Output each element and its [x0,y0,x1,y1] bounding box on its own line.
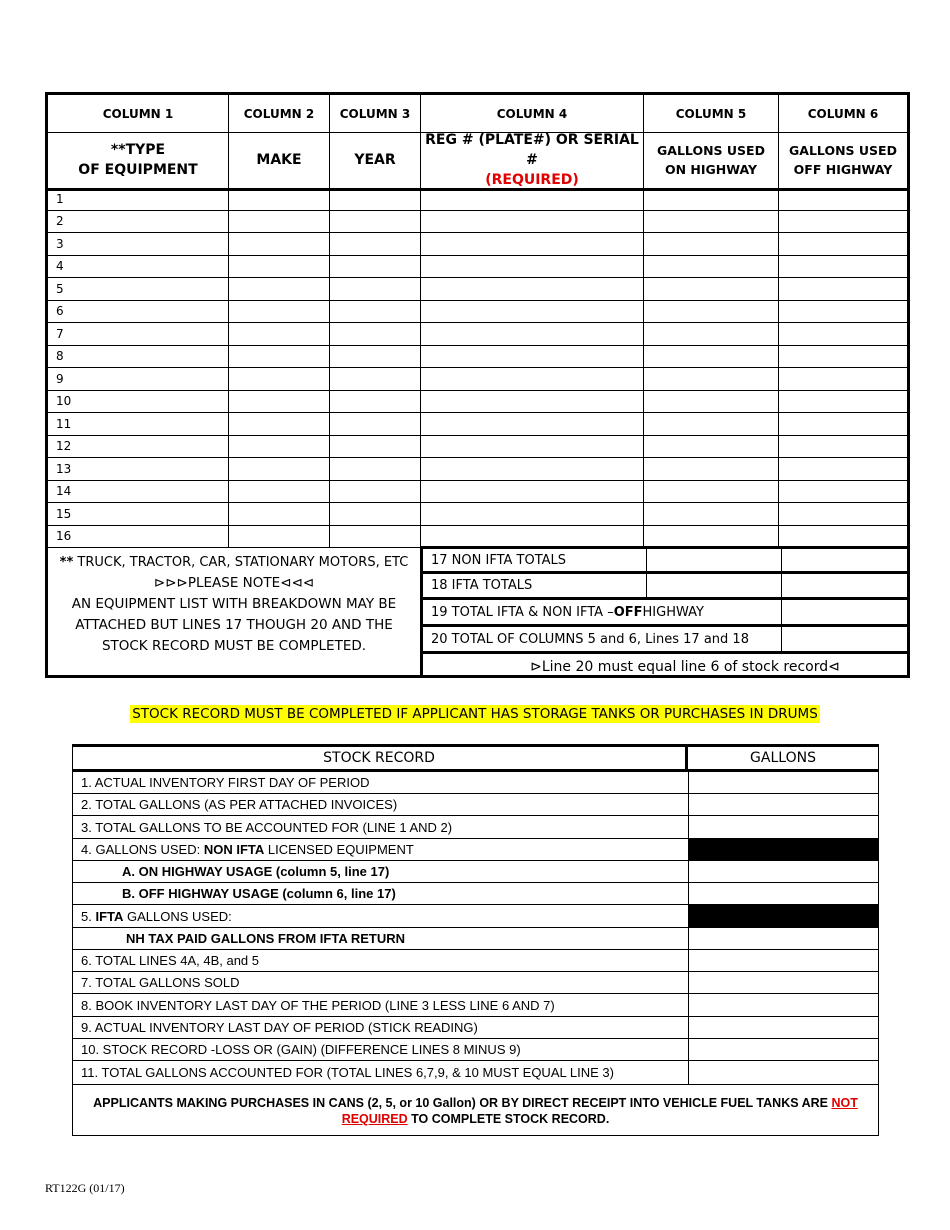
stock-line-4b [73,883,878,905]
stock-line-7-input[interactable] [688,972,878,993]
row-5-type-cell[interactable] [48,278,228,301]
stock-line-5-a: 5. [81,908,92,924]
line-17-col6-input[interactable] [781,549,907,571]
row-3-make-cell[interactable] [228,233,329,256]
type-of-equipment-label [48,132,228,188]
line-19-row [423,600,907,627]
gallons-title: GALLONS [750,750,816,766]
row-4-gallons-on-highway-cell[interactable] [643,256,778,279]
stock-line-4 [73,839,878,861]
stock-line-5 [73,905,878,928]
line-17-label: 17 NON IFTA TOTALS [431,552,567,568]
column-3-header: COLUMN 3 [329,95,420,132]
row-number: 3 [56,236,64,251]
stock-line-9-input[interactable] [688,1017,878,1038]
row-10-year-cell[interactable] [329,391,420,414]
stock-line-4a-label: A. ON HIGHWAY USAGE (column 5, line 17) [122,864,390,879]
form-code: RT122G (01/17) [45,1181,125,1195]
row-number: 14 [56,484,72,499]
gallons-off-highway-line1: GALLONS USED [789,143,897,158]
row-4-year-cell[interactable] [329,256,420,279]
equipment-row [48,413,907,436]
equipment-row [48,233,907,256]
stock-line-5-shaded [688,905,878,927]
stock-line-4-c: LICENSED EQUIPMENT [267,842,414,857]
reg-serial-label [420,132,643,188]
row-6-type-cell[interactable] [48,301,228,324]
stock-line-2 [73,794,878,816]
equipment-row [48,436,907,459]
stock-line-7-label: 7. TOTAL GALLONS SOLD [81,975,240,990]
stock-line-4a-input[interactable] [688,861,878,882]
row-2-gallons-on-highway-cell[interactable] [643,211,778,234]
please-note-heading: ⊳⊳⊳PLEASE NOTE⊲⊲⊲ [153,575,315,591]
equipment-row [48,188,907,211]
row-15-reg-serial-cell[interactable] [420,503,643,526]
gallons-on-highway-label [643,132,778,188]
row-10-make-cell[interactable] [228,391,329,414]
row-2-reg-serial-cell[interactable] [420,211,643,234]
row-8-reg-serial-cell[interactable] [420,346,643,369]
row-16-make-cell[interactable] [228,526,329,549]
equipment-row [48,481,907,504]
row-7-year-cell[interactable] [329,323,420,346]
row-8-gallons-on-highway-cell[interactable] [643,346,778,369]
row-1-gallons-off-highway-cell[interactable] [778,188,907,211]
row-8-make-cell[interactable] [228,346,329,369]
totals-block [420,546,907,675]
row-1-type-cell[interactable] [48,188,228,211]
stock-line-4-label [73,839,688,860]
line-18-label: 18 IFTA TOTALS [431,578,533,593]
stock-line-11 [73,1061,878,1085]
stock-line-1-input[interactable] [688,772,878,793]
row-number: 9 [56,371,64,386]
stock-record-header [73,745,878,772]
row-number: 13 [56,461,72,476]
row-number: 10 [56,394,72,409]
row-7-reg-serial-cell[interactable] [420,323,643,346]
row-number: 6 [56,304,64,319]
row-6-year-cell[interactable] [329,301,420,324]
row-5-gallons-off-highway-cell[interactable] [778,278,907,301]
footer-text-c: TO COMPLETE STOCK RECORD. [407,1112,610,1126]
row-6-gallons-off-highway-cell[interactable] [778,301,907,324]
equipment-row [48,368,907,391]
row-3-type-cell[interactable] [48,233,228,256]
line-20-note: ⊳Line 20 must equal line 6 of stock record⊲ [530,658,840,675]
note-line-5: STOCK RECORD MUST BE COMPLETED. [101,638,367,654]
row-7-gallons-off-highway-cell[interactable] [778,323,907,346]
row-3-year-cell[interactable] [329,233,420,256]
row-11-year-cell[interactable] [329,413,420,436]
row-12-reg-serial-cell[interactable] [420,436,643,459]
row-4-type-cell[interactable] [48,256,228,279]
row-2-type-cell[interactable] [48,211,228,234]
gallons-off-highway-line2: OFF HIGHWAY [793,162,893,177]
equipment-row [48,391,907,414]
row-number: 16 [56,529,72,544]
row-9-gallons-off-highway-cell[interactable] [778,368,907,391]
row-13-type-cell[interactable] [48,458,228,481]
row-15-year-cell[interactable] [329,503,420,526]
stock-line-9-label: 9. ACTUAL INVENTORY LAST DAY OF PERIOD (STICK READING) [81,1020,478,1035]
row-4-gallons-off-highway-cell[interactable] [778,256,907,279]
row-1-gallons-on-highway-cell[interactable] [643,188,778,211]
equipment-row [48,323,907,346]
equipment-row [48,256,907,279]
stock-line-5-sub-input[interactable] [688,928,878,949]
equipment-table [45,92,910,678]
required-label: (REQUIRED) [485,172,579,188]
stock-line-2-label: 2. TOTAL GALLONS (AS PER ATTACHED INVOICES) [81,797,398,812]
row-6-gallons-on-highway-cell[interactable] [643,301,778,324]
note-asterisks: ** [59,555,74,570]
stock-line-1 [73,772,878,794]
stock-line-4b-label: B. OFF HIGHWAY USAGE (column 6, line 17) [122,886,396,901]
row-10-gallons-on-highway-cell[interactable] [643,391,778,414]
row-number: 12 [56,439,72,454]
row-number: 4 [56,259,64,274]
stock-line-11-label: 11. TOTAL GALLONS ACCOUNTED FOR (TOTAL LINES 6,7,9, & 10 MUST EQUAL LINE 3) [81,1065,614,1080]
column-number-header-row [48,95,907,133]
column-5-header: COLUMN 5 [643,95,778,132]
stock-record-banner [0,703,950,722]
row-1-make-cell[interactable] [228,188,329,211]
gallons-off-highway-label [778,132,907,188]
row-14-year-cell[interactable] [329,481,420,504]
row-2-gallons-off-highway-cell[interactable] [778,211,907,234]
equipment-row [48,278,907,301]
line-20-row [423,627,907,654]
row-11-type-cell[interactable] [48,413,228,436]
line-19-input[interactable] [781,600,907,624]
row-13-year-cell[interactable] [329,458,420,481]
stock-line-10-label: 10. STOCK RECORD -LOSS OR (GAIN) (DIFFERENCE LINES 8 MINUS 9) [81,1042,521,1057]
row-8-type-cell[interactable] [48,346,228,369]
row-11-reg-serial-cell[interactable] [420,413,643,436]
row-14-gallons-off-highway-cell[interactable] [778,481,907,504]
row-11-make-cell[interactable] [228,413,329,436]
row-13-gallons-on-highway-cell[interactable] [643,458,778,481]
row-9-gallons-on-highway-cell[interactable] [643,368,778,391]
row-15-make-cell[interactable] [228,503,329,526]
stock-line-6 [73,950,878,972]
row-12-make-cell[interactable] [228,436,329,459]
line-19-label [431,600,704,624]
stock-line-9 [73,1017,878,1039]
row-1-year-cell[interactable] [329,188,420,211]
type-label-line2: OF EQUIPMENT [78,162,198,178]
stock-line-1-label: 1. ACTUAL INVENTORY FIRST DAY OF PERIOD [81,775,370,790]
stock-line-8-input[interactable] [688,994,878,1016]
stock-line-2-input[interactable] [688,794,878,815]
stock-line-8 [73,994,878,1017]
line-17-row [423,549,907,574]
stock-line-5-label [73,905,688,927]
equipment-row [48,346,907,369]
stock-line-11-input[interactable] [688,1061,878,1084]
stock-record-footer [73,1085,878,1135]
stock-line-4-a: 4. GALLONS USED: [81,842,201,857]
stock-line-3 [73,816,878,839]
footer-text-a: APPLICANTS MAKING PURCHASES IN CANS (2, 5, or 10 Gallon) OR BY DIRECT RECEIPT INTO VEHICLE FUEL TANKS ARE [93,1096,832,1110]
row-9-type-cell[interactable] [48,368,228,391]
row-4-reg-serial-cell[interactable] [420,256,643,279]
stock-record-table [72,744,879,1136]
reg-serial-label-text: REG # (PLATE#) OR SERIAL # [425,132,639,168]
stock-line-6-label: 6. TOTAL LINES 4A, 4B, and 5 [81,953,260,968]
stock-line-10-input[interactable] [688,1039,878,1060]
line-20-note-row [423,654,907,679]
stock-line-6-input[interactable] [688,950,878,971]
row-15-type-cell[interactable] [48,503,228,526]
stock-line-8-label: 8. BOOK INVENTORY LAST DAY OF THE PERIOD (LINE 3 LESS LINE 6 AND 7) [81,997,555,1013]
row-5-gallons-on-highway-cell[interactable] [643,278,778,301]
stock-line-5-sub [73,928,878,950]
gallons-on-highway-line1: GALLONS USED [657,143,765,158]
row-12-type-cell[interactable] [48,436,228,459]
line-18-col6-input[interactable] [781,574,907,597]
stock-line-5-sub-label: NH TAX PAID GALLONS FROM IFTA RETURN [126,931,405,946]
make-label: MAKE [228,132,329,188]
row-7-make-cell[interactable] [228,323,329,346]
row-5-make-cell[interactable] [228,278,329,301]
stock-record-title: STOCK RECORD [73,747,688,769]
row-10-type-cell[interactable] [48,391,228,414]
stock-line-5-ifta: IFTA [95,908,124,924]
row-14-make-cell[interactable] [228,481,329,504]
line-19-label-a: 19 TOTAL IFTA & NON IFTA – [431,604,614,620]
row-8-year-cell[interactable] [329,346,420,369]
row-16-gallons-on-highway-cell[interactable] [643,526,778,549]
row-number: 1 [56,191,64,206]
row-14-reg-serial-cell[interactable] [420,481,643,504]
line-20-label: 20 TOTAL OF COLUMNS 5 and 6, Lines 17 and 18 [431,631,749,647]
line-19-off: OFF [613,604,643,620]
line-17-col5-input[interactable] [646,549,782,571]
row-12-year-cell[interactable] [329,436,420,459]
line-18-col5-input[interactable] [646,574,782,597]
row-16-type-cell[interactable] [48,526,228,549]
stock-record-banner-text: STOCK RECORD MUST BE COMPLETED IF APPLICANT HAS STORAGE TANKS OR PURCHASES IN DRUMS [132,706,818,722]
column-2-header: COLUMN 2 [228,95,329,132]
row-number: 2 [56,214,64,229]
row-15-gallons-off-highway-cell[interactable] [778,503,907,526]
column-6-header: COLUMN 6 [778,95,907,132]
stock-line-3-input[interactable] [688,816,878,838]
row-11-gallons-off-highway-cell[interactable] [778,413,907,436]
row-13-gallons-off-highway-cell[interactable] [778,458,907,481]
equipment-row [48,503,907,526]
stock-line-4b-input[interactable] [688,883,878,904]
equipment-note [48,548,420,675]
row-12-gallons-on-highway-cell[interactable] [643,436,778,459]
row-5-reg-serial-cell[interactable] [420,278,643,301]
stock-line-4-shaded [688,839,878,860]
equipment-row [48,526,907,549]
stock-line-10 [73,1039,878,1061]
row-4-make-cell[interactable] [228,256,329,279]
row-9-year-cell[interactable] [329,368,420,391]
row-number: 15 [56,506,72,521]
row-16-gallons-off-highway-cell[interactable] [778,526,907,549]
stock-line-3-label: 3. TOTAL GALLONS TO BE ACCOUNTED FOR (LINE 1 AND 2) [81,819,453,835]
row-6-reg-serial-cell[interactable] [420,301,643,324]
not-required-text: NOT REQUIRED [341,1096,858,1126]
type-label-line1: **TYPE [110,142,166,158]
equipment-row [48,211,907,234]
row-3-reg-serial-cell[interactable] [420,233,643,256]
row-10-reg-serial-cell[interactable] [420,391,643,414]
row-number: 5 [56,281,64,296]
row-2-make-cell[interactable] [228,211,329,234]
column-label-header-row [48,132,907,191]
row-13-reg-serial-cell[interactable] [420,458,643,481]
row-number: 11 [56,416,72,431]
stock-line-5-c: GALLONS USED: [127,908,232,924]
row-16-reg-serial-cell[interactable] [420,526,643,549]
row-1-reg-serial-cell[interactable] [420,188,643,211]
row-9-make-cell[interactable] [228,368,329,391]
row-11-gallons-on-highway-cell[interactable] [643,413,778,436]
row-5-year-cell[interactable] [329,278,420,301]
row-7-type-cell[interactable] [48,323,228,346]
row-12-gallons-off-highway-cell[interactable] [778,436,907,459]
stock-line-4a [73,861,878,883]
row-14-gallons-on-highway-cell[interactable] [643,481,778,504]
row-7-gallons-on-highway-cell[interactable] [643,323,778,346]
row-6-make-cell[interactable] [228,301,329,324]
gallons-on-highway-line2: ON HIGHWAY [664,162,758,177]
line-20-input[interactable] [781,627,907,651]
column-4-header: COLUMN 4 [420,95,643,132]
row-16-year-cell[interactable] [329,526,420,549]
note-line-4: ATTACHED BUT LINES 17 THOUGH 20 AND THE [75,617,393,633]
note-line-3: AN EQUIPMENT LIST WITH BREAKDOWN MAY BE [71,596,397,612]
line-18-row [423,574,907,600]
equipment-row [48,458,907,481]
line-19-label-c: HIGHWAY [642,604,704,620]
row-8-gallons-off-highway-cell[interactable] [778,346,907,369]
row-3-gallons-off-highway-cell[interactable] [778,233,907,256]
row-10-gallons-off-highway-cell[interactable] [778,391,907,414]
row-15-gallons-on-highway-cell[interactable] [643,503,778,526]
stock-line-4-non-ifta: NON IFTA [203,842,265,857]
row-14-type-cell[interactable] [48,481,228,504]
equipment-row [48,301,907,324]
row-2-year-cell[interactable] [329,211,420,234]
row-3-gallons-on-highway-cell[interactable] [643,233,778,256]
column-1-header: COLUMN 1 [102,106,174,121]
note-equipment-types: TRUCK, TRACTOR, CAR, STATIONARY MOTORS, ETC [73,555,409,570]
stock-line-7 [73,972,878,994]
year-label: YEAR [329,132,420,188]
row-9-reg-serial-cell[interactable] [420,368,643,391]
row-number: 7 [56,326,64,341]
row-13-make-cell[interactable] [228,458,329,481]
row-number: 8 [56,349,64,364]
